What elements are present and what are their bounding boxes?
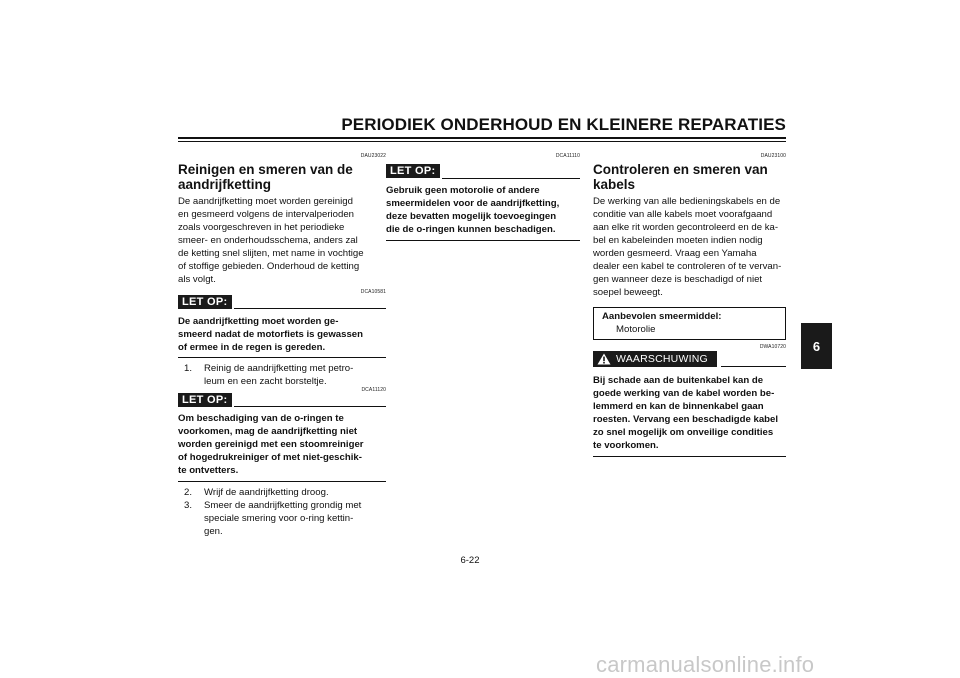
text-line: goede werking van de kabel worden be- xyxy=(593,388,775,399)
text-line: roesten. Vervang een beschadigde kabel xyxy=(593,414,779,425)
text-line: speciale smering voor o-ring kettin- xyxy=(204,513,354,524)
page-number: 6-22 xyxy=(460,555,480,566)
text-line: als volgt. xyxy=(178,274,216,285)
heading-line: Reinigen en smeren van de xyxy=(178,162,353,177)
list-text xyxy=(204,486,386,499)
text-line: Reinig de aandrijfketting met petro- xyxy=(204,363,354,374)
lubricant-title: Aanbevolen smeermiddel: xyxy=(602,311,722,322)
text-line: leum en een zacht borsteltje. xyxy=(204,376,327,387)
text-line: Om beschadiging van de o-ringen te xyxy=(178,413,344,424)
warning-label: WAARSCHUWING xyxy=(616,353,708,365)
section-code: DAU23022 xyxy=(360,153,386,159)
text-line: of stoffige gebieden. Onderhoud de ketting xyxy=(178,261,360,272)
heading-line: kabels xyxy=(593,177,636,192)
lubricant-box xyxy=(593,307,786,340)
warning-code: DWA10720 xyxy=(759,344,786,350)
text-line: zo snel mogelijk om onveilige condities xyxy=(593,427,774,438)
text-line: lemmerd en kan de binnenkabel gaan xyxy=(593,401,764,412)
notice-code: DCA11110 xyxy=(555,153,580,159)
notice-badge: LET OP: xyxy=(178,295,232,309)
notice-rule xyxy=(234,308,386,309)
text-line: te voorkomen. xyxy=(593,440,659,451)
text-line: die de o-ringen kunnen beschadigen. xyxy=(386,224,556,235)
notice-code: DCA10581 xyxy=(360,289,386,295)
text-line: worden gesmeerd. Vraag een Yamaha xyxy=(593,248,757,259)
heading-line: Controleren en smeren van xyxy=(593,162,768,177)
notice-badge: LET OP: xyxy=(178,393,232,407)
column-3 xyxy=(593,153,786,457)
section-intro xyxy=(593,195,786,299)
text-line: voorkomen, mag de aandrijfketting niet xyxy=(178,426,358,437)
notice-header xyxy=(178,387,386,408)
warning-text xyxy=(593,374,786,452)
notice-header xyxy=(178,289,386,310)
section-code: DAU23100 xyxy=(760,153,786,159)
column-1 xyxy=(178,153,386,538)
text-line: Smeer de aandrijfketting grondig met xyxy=(204,500,362,511)
text-line: Wrijf de aandrijfketting droog. xyxy=(204,487,329,498)
column-2 xyxy=(386,153,580,241)
text-line: De aandrijfketting moet worden gereinigd xyxy=(178,196,353,207)
list-number: 1. xyxy=(184,363,193,374)
header-rule xyxy=(178,137,786,139)
notice-rule xyxy=(234,406,386,407)
text-line: of hogedrukreiniger of met niet-geschik- xyxy=(178,452,362,463)
notice-text xyxy=(178,412,386,477)
list-item xyxy=(178,486,386,499)
section-intro xyxy=(178,195,386,286)
watermark: carmanualsonline.info xyxy=(596,652,815,677)
header-rule-thin xyxy=(178,141,786,142)
notice-text xyxy=(178,315,386,354)
text-line: of ermee in de regen is gereden. xyxy=(178,342,326,353)
warning-rule xyxy=(721,366,786,367)
warning-badge xyxy=(593,351,717,367)
text-line: gen wanneer deze is beschadigd of niet xyxy=(593,274,763,285)
text-line: en gesmeerd volgens de intervalperioden xyxy=(178,209,354,220)
text-line: worden gereinigd met een stoomreiniger xyxy=(178,439,364,450)
notice-bottom-rule xyxy=(178,357,386,358)
section-heading xyxy=(593,162,786,192)
list-item xyxy=(178,362,386,388)
notice-bottom-rule xyxy=(386,240,580,241)
list-item xyxy=(178,499,386,538)
chapter-tab: 6 xyxy=(801,323,832,369)
text-line: Bij schade aan de buitenkabel kan de xyxy=(593,375,764,386)
text-line: Gebruik geen motorolie of andere xyxy=(386,185,540,196)
notice-badge: LET OP: xyxy=(386,164,440,178)
text-line: De werking van alle bedieningskabels en de xyxy=(593,196,781,207)
section-heading xyxy=(178,162,386,192)
list-number: 3. xyxy=(184,500,193,511)
warning-bottom-rule xyxy=(593,456,786,457)
text-line: bel en kabeleinden moeten indien nodig xyxy=(593,235,763,246)
text-line: smeerd nadat de motorfiets is gewassen xyxy=(178,329,364,340)
text-line: smeer- en onderhoudsschema, anders zal xyxy=(178,235,358,246)
list-text xyxy=(204,499,386,538)
heading-line: aandrijfketting xyxy=(178,177,272,192)
text-line: te ontvetters. xyxy=(178,465,239,476)
text-line: soepel beweegt. xyxy=(593,287,663,298)
text-line: conditie van alle kabels moet voorafgaand xyxy=(593,209,773,220)
page-header-title: PERIODIEK ONDERHOUD EN KLEINERE REPARATIES xyxy=(341,115,786,134)
text-line: dealer een kabel te controleren of te vervan- xyxy=(593,261,782,272)
text-line: smeermidelen voor de aandrijfketting, xyxy=(386,198,560,209)
notice-bottom-rule xyxy=(178,481,386,482)
text-line: De aandrijfketting moet worden ge- xyxy=(178,316,339,327)
notice-rule xyxy=(442,178,580,179)
list-text xyxy=(204,362,386,388)
warning-triangle-icon xyxy=(597,353,611,365)
notice-code: DCA11120 xyxy=(361,387,386,393)
text-line: de ketting snel slijten, met name in vochtige xyxy=(178,248,364,259)
list-number: 2. xyxy=(184,487,193,498)
text-line: aan elke rit worden gecontroleerd en de ka- xyxy=(593,222,779,233)
warning-header xyxy=(593,351,786,367)
notice-text xyxy=(386,184,580,236)
text-line: gen. xyxy=(204,526,223,537)
notice-header xyxy=(386,161,580,179)
text-line: deze bevatten mogelijk toevoegingen xyxy=(386,211,557,222)
lubricant-value: Motorolie xyxy=(616,324,656,335)
text-line: zoals voorgeschreven in het periodieke xyxy=(178,222,345,233)
